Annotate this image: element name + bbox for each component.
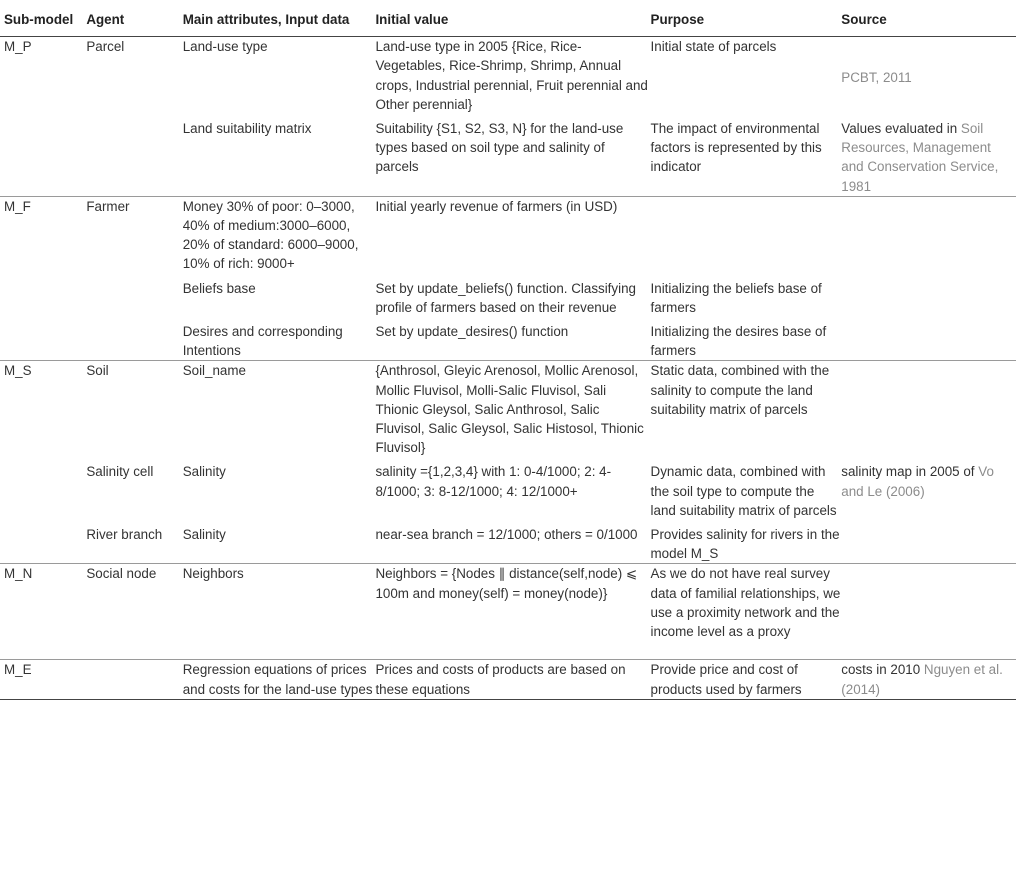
cell-attribute: Land suitability matrix <box>183 114 376 196</box>
cell-initial-value: Prices and costs of products are based on these equations <box>375 660 650 699</box>
table-row <box>0 660 1016 699</box>
cell-attribute: Neighbors <box>183 564 376 660</box>
cell-source: Values evaluated in Soil Resources, Management and Conservation Service, 1981 <box>841 114 1016 196</box>
header-agent: Agent <box>86 0 182 37</box>
header-row <box>0 0 1016 37</box>
header-source: Source <box>841 0 1016 37</box>
cell-submodel: M_F <box>4 198 31 214</box>
cell-attribute: Salinity <box>182 464 226 480</box>
cell-purpose: The impact of environmental factors is represented by this indicator <box>651 114 842 196</box>
cell-source: costs in 2010 Nguyen et al. (2014) <box>841 660 1016 699</box>
header-submodel: Sub-model <box>0 0 86 37</box>
cell-initial-value: Set by update_beliefs() function. Classifying profile of farmers based on their revenue <box>375 280 636 315</box>
cell-initial-value: salinity ={1,2,3,4} with 1: 0-4/1000; 2: 4-8/1000; 3: 8-12/1000; 4: 12/1000+ <box>375 464 612 499</box>
header-initial-value: Initial value <box>375 0 650 37</box>
cell-attribute: Land-use type <box>182 39 268 55</box>
cell-purpose: Initializing the desires base of farmers <box>651 317 842 361</box>
source-link[interactable]: Vo and Le (2006) <box>841 464 994 499</box>
cell-initial-value: Set by update_desires() function <box>375 317 650 361</box>
table-row <box>0 274 1016 317</box>
cell-agent: Social node <box>86 564 182 660</box>
cell-attribute: Regression equations of prices and costs for the land-use types <box>183 660 376 699</box>
cell-initial-value: {Anthrosol, Gleyic Arenosol, Mollic Arenosol, Mollic Fluvisol, Molli-Salic Fluvisol, Sali Thionic Gleysol, Salic Anthrosol, Salic Fluvisol, Salic Gleysol, Salic Histosol, Thionic Fluvisol} <box>375 363 644 456</box>
cell-attribute: Salinity <box>183 520 376 564</box>
table-row <box>0 361 1016 458</box>
source-link[interactable]: Nguyen et al. (2014) <box>841 662 1003 697</box>
cell-initial-value: Neighbors = {Nodes ∥ distance(self,node) ⩽ 100m and money(self) = money(node)} <box>375 564 650 660</box>
cell-purpose: Initializing the beliefs base of farmers <box>650 280 822 315</box>
cell-agent: River branch <box>86 520 182 564</box>
header-purpose: Purpose <box>651 0 842 37</box>
cell-source: salinity map in 2005 of Vo and Le (2006) <box>841 464 994 499</box>
table-row <box>0 196 1016 273</box>
cell-purpose: Static data, combined with the salinity to compute the land suitability matrix of parcels <box>650 363 830 417</box>
cell-purpose: Provide price and cost of products used by farmers <box>651 660 842 699</box>
cell-agent: Soil <box>86 363 109 379</box>
table-row <box>0 564 1016 660</box>
cell-submodel: M_E <box>0 660 86 699</box>
table-row <box>0 37 1016 114</box>
cell-purpose: As we do not have real survey data of familial relationships, we use a proximity network and the income level as a proxy <box>651 564 842 660</box>
cell-purpose: Dynamic data, combined with the soil type to compute the land suitability matrix of parcels <box>650 464 837 518</box>
cell-initial-value: Suitability {S1, S2, S3, N} for the land-use types based on soil type and salinity of parcels <box>375 114 650 196</box>
table-row <box>0 317 1016 361</box>
cell-agent: Salinity cell <box>86 464 154 480</box>
cell-attribute: Desires and corresponding Intentions <box>183 317 376 361</box>
cell-submodel: M_N <box>0 564 86 660</box>
header-attributes: Main attributes, Input data <box>183 0 376 37</box>
table-row <box>0 457 1016 520</box>
cell-attribute: Money 30% of poor: 0–3000, 40% of medium:3000–6000, 20% of standard: 6000–9000, 10% of rich: 9000+ <box>182 198 359 272</box>
cell-agent: Farmer <box>86 198 130 214</box>
cell-submodel: M_P <box>4 39 32 55</box>
source-link[interactable]: Soil Resources, Management and Conservation Service, 1981 <box>841 121 999 194</box>
cell-agent: Parcel <box>86 39 125 55</box>
cell-purpose: Initial state of parcels <box>650 39 777 55</box>
table-row <box>0 114 1016 196</box>
cell-initial-value: near-sea branch = 12/1000; others = 0/1000 <box>375 520 650 564</box>
table-row <box>0 520 1016 564</box>
cell-attribute: Soil_name <box>182 363 246 379</box>
cell-initial-value: Initial yearly revenue of farmers (in USD) <box>375 198 618 214</box>
cell-submodel: M_S <box>4 363 32 379</box>
cell-attribute: Beliefs base <box>182 280 256 296</box>
cell-initial-value: Land-use type in 2005 {Rice, Rice-Vegetables, Rice-Shrimp, Shrimp, Annual crops, Industrial perennial, Fruit perennial and Other perennial} <box>375 39 648 112</box>
cell-purpose: Provides salinity for rivers in the model M_S <box>651 520 842 564</box>
source-link[interactable]: PCBT, 2011 <box>841 70 912 86</box>
